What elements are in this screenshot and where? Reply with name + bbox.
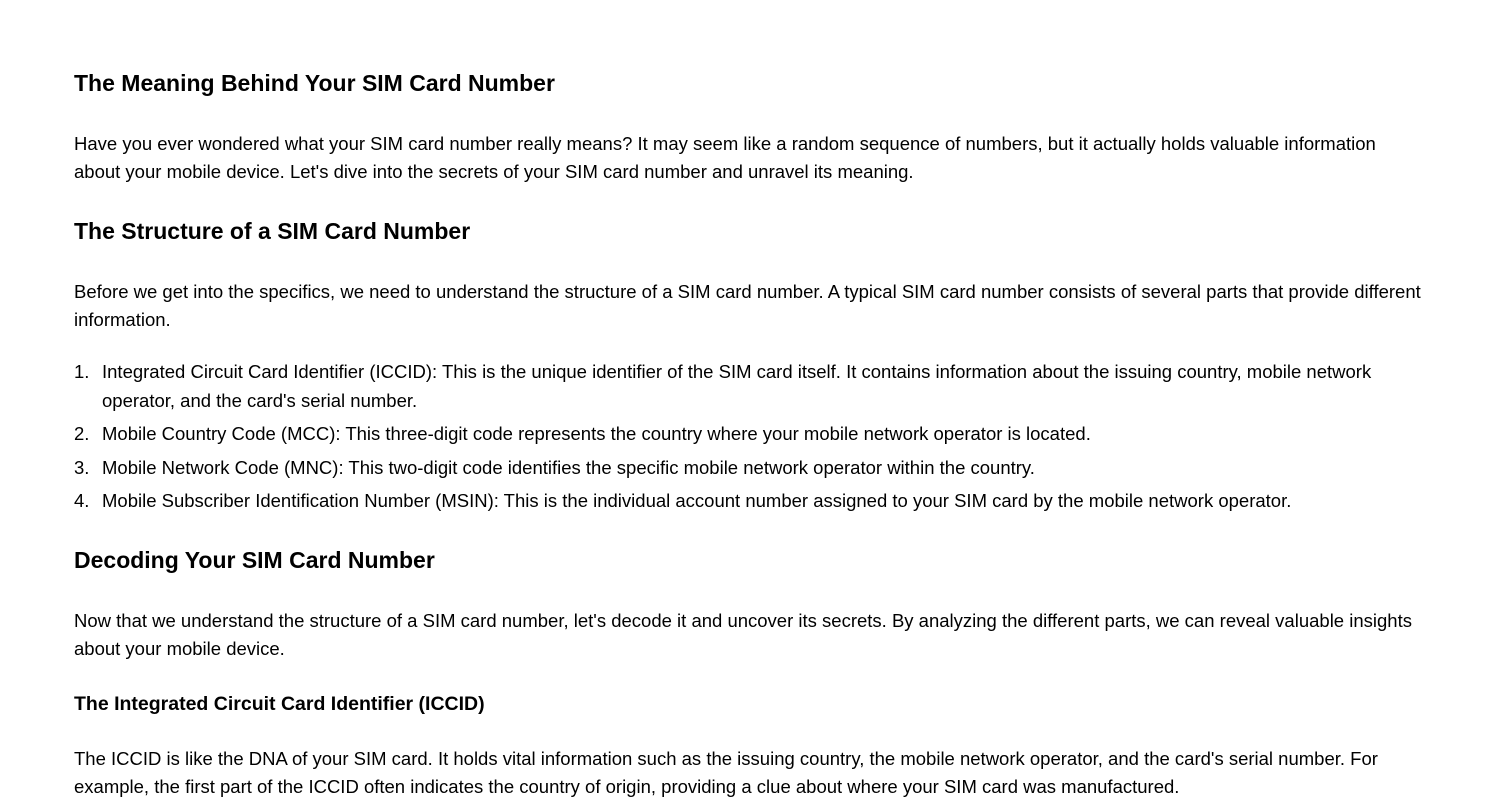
section-heading-structure: The Structure of a SIM Card Number <box>74 218 471 244</box>
structure-list <box>74 358 1426 521</box>
list-item-text: Mobile Country Code (MCC): This three-digit code represents the country where your mobile network operator is located. <box>102 423 1091 444</box>
list-item <box>74 487 1426 516</box>
iccid-paragraph: The ICCID is like the DNA of your SIM card. It holds vital information such as the issuing country, the mobile network operator, and the card's serial number. For example, the first part of the ICCID often indicates the country of origin, providing a clue about where your SIM card was manufactured. <box>74 748 1378 797</box>
list-item-text: Integrated Circuit Card Identifier (ICCID): This is the unique identifier of the SIM card itself. It contains information about the issuing country, mobile network operator, and the card's serial number. <box>102 361 1372 411</box>
decoding-paragraph: Now that we understand the structure of a SIM card number, let's decode it and uncover its secrets. By analyzing the different parts, we can reveal valuable insights about your mobile device. <box>74 610 1412 659</box>
list-item-text: Mobile Subscriber Identification Number (MSIN): This is the individual account number assigned to your SIM card by the mobile network operator. <box>102 490 1292 511</box>
list-item <box>74 420 1426 449</box>
structure-paragraph: Before we get into the specifics, we need to understand the structure of a SIM card number. A typical SIM card number consists of several parts that provide different information. <box>74 281 1421 330</box>
list-item-number: 1. <box>74 361 90 382</box>
subsection-heading-iccid: The Integrated Circuit Card Identifier (ICCID) <box>74 693 485 715</box>
list-item-text: Mobile Network Code (MNC): This two-digit code identifies the specific mobile network operator within the country. <box>102 456 1035 478</box>
list-item-number: 4. <box>74 490 90 511</box>
page-title: The Meaning Behind Your SIM Card Number <box>74 70 555 96</box>
intro-paragraph: Have you ever wondered what your SIM card number really means? It may seem like a random sequence of numbers, but it actually holds valuable information about your mobile device. Let's dive into the secrets of your SIM card number and unravel its meaning. <box>74 133 1376 182</box>
section-heading-decoding: Decoding Your SIM Card Number <box>74 547 435 573</box>
list-item <box>74 454 1426 483</box>
list-item <box>74 358 1426 415</box>
list-item-number: 3. <box>74 456 90 478</box>
list-item-number: 2. <box>74 423 90 444</box>
